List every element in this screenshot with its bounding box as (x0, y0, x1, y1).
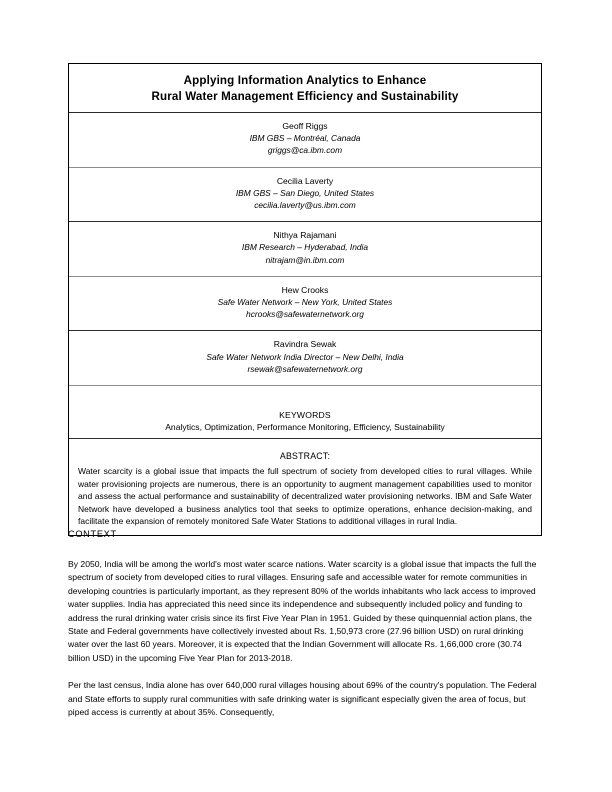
abstract-row (69, 439, 541, 535)
author-affiliation: Safe Water Network – New York, United States (217, 297, 393, 308)
author-name: Ravindra Sewak (273, 339, 337, 350)
author-name: Nithya Rajamani (273, 230, 337, 241)
author-block-1 (69, 113, 541, 168)
header-metadata-table (68, 63, 542, 536)
page-title-line-1: Applying Information Analytics to Enhance (183, 74, 427, 87)
document-body (68, 528, 542, 733)
keywords-row (69, 386, 541, 439)
author-block-4 (69, 277, 541, 332)
author-affiliation: Safe Water Network India Director – New Delhi, India (206, 351, 404, 362)
title-row (69, 64, 541, 113)
keywords-label: KEYWORDS (279, 410, 331, 421)
author-email[interactable]: rsewak@safewaternetwork.org (247, 363, 363, 374)
author-email[interactable]: nitrajam@in.ibm.com (265, 254, 345, 265)
author-email[interactable]: cecilia.laverty@us.ibm.com (254, 200, 356, 211)
keywords-list: Analytics, Optimization, Performance Monitoring, Efficiency, Sustainability (165, 422, 445, 433)
body-paragraph: By 2050, India will be among the world's most water scarce nations. Water scarcity is a global issue that impacts the full the spectrum of society from developed cities to rural villages. Ensuring safe and accessible water for remote communities in developing countries is particularly important, as they represent 80% of the worlds inhabitants who lack access to improved water supplies. India has appreciated this need since its independence and subsequently included policy and funding to address the rural drinking water crisis since its first Five Year Plan in 1951. Guided by these quinquennial action plans, the State and Federal governments have collectively invested about Rs. 1,50,973 crore (27.96 billion USD) on rural drinking water over the last 60 years. Moreover, it is expected that the Indian Government will allocate Rs. 1,66,000 crore (30.74 billion USD) in the upcoming Five Year Plan for 2013-2018. (68, 559, 537, 663)
abstract-label: ABSTRACT: (279, 451, 331, 462)
author-name: Hew Crooks (281, 284, 329, 295)
author-block-3 (69, 222, 541, 277)
author-email[interactable]: hcrooks@safewaternetwork.org (246, 309, 364, 320)
author-email[interactable]: griggs@ca.ibm.com (267, 145, 343, 156)
author-block-2 (69, 168, 541, 223)
author-name: Cecilia Laverty (276, 175, 334, 186)
author-affiliation: IBM GBS – Montréal, Canada (249, 133, 361, 144)
body-paragraph: Per the last census, India alone has over 640,000 rural villages housing about 69% of the country's population. The Federal and State efforts to supply rural communities with safe drinking water is significant especially given the area of focus, but piped access is currently at about 35%. Consequently, (68, 680, 537, 718)
abstract-text: Water scarcity is a global issue that impacts the full spectrum of society from developed cities to rural villages. While water provisioning projects are numerous, there is an opportunity to augment management capabilities used to monitor and assess the actual performance and sustainability of decentralized water provisioning networks. IBM and Safe Water Network have developed a business analytics tool that seeks to optimize operations, enhance decision-making, and facilitate the expansion of remotely monitored Safe Water Stations to additional villages in rural India. (78, 466, 532, 527)
page-title-line-2: Rural Water Management Efficiency and Sustainability (151, 89, 459, 103)
author-affiliation: IBM GBS – San Diego, United States (235, 187, 375, 198)
author-affiliation: IBM Research – Hyderabad, India (241, 242, 369, 253)
section-heading-context: CONTEXT (68, 529, 117, 539)
author-name: Geoff Riggs (282, 121, 328, 131)
author-block-5 (69, 331, 541, 386)
